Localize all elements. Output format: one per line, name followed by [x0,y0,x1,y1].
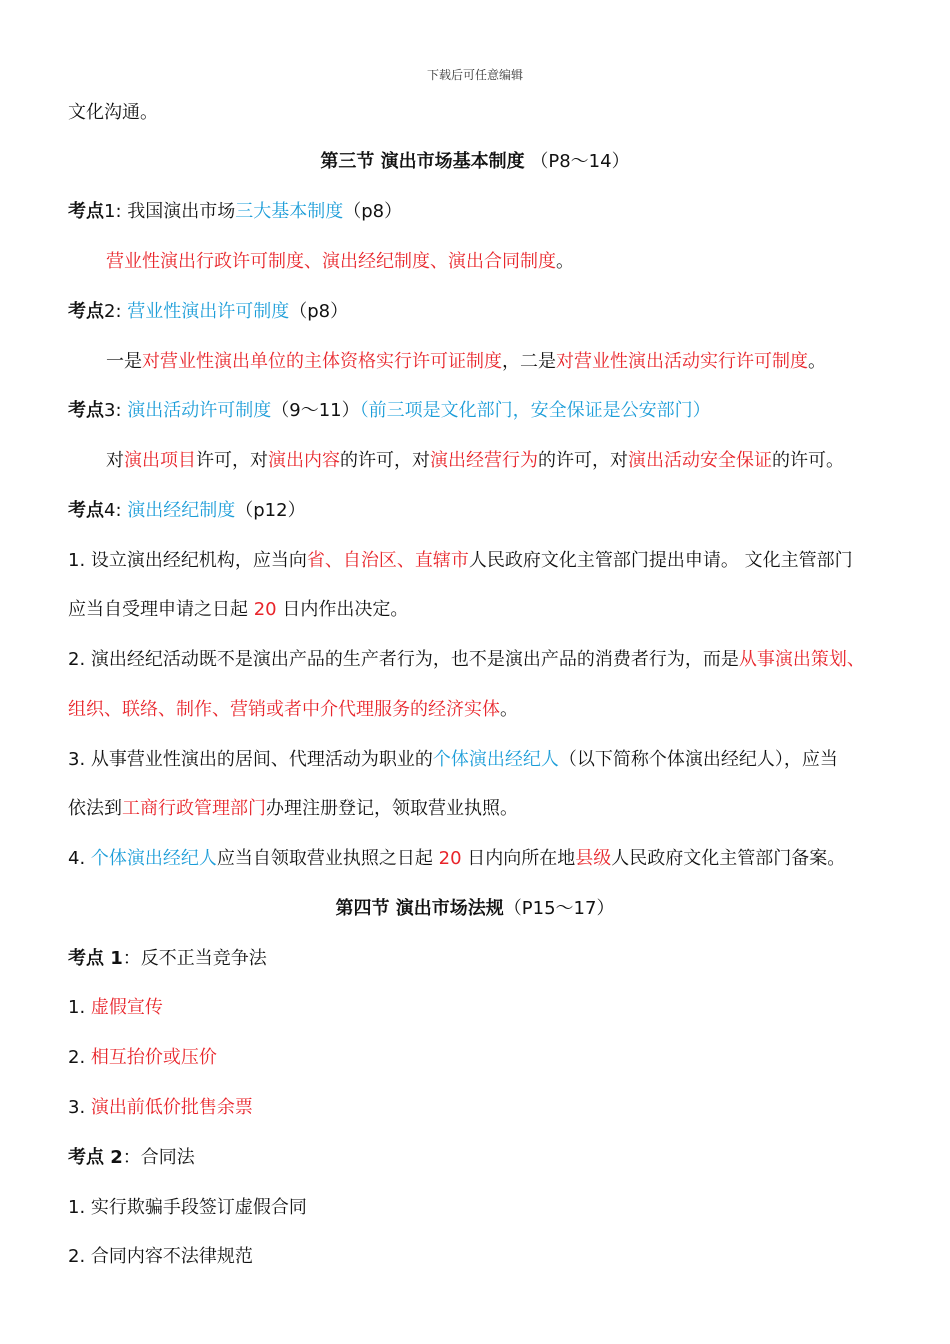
text-segment: 日内作出决定。 [276,599,409,620]
text-segment: 对营业性演出单位的主体资格实行许可证制度 [142,351,502,372]
list-item [68,1095,918,1121]
exam-point-2 [68,1145,918,1171]
text-segment: （9～11） [271,400,360,421]
text-segment: 日内向所在地 [461,848,576,869]
text-segment: 3. 从事营业性演出的居间、代理活动为职业的 [68,749,433,770]
text-line [68,747,918,773]
text-segment: 依法到 [68,798,122,819]
text-segment: 演出项目 [124,450,196,471]
text-line [106,448,950,474]
text-segment: 2. 演出经纪活动既不是演出产品的生产者行为，也不是演出产品的消费者行为，而是 [68,649,739,670]
list-item [68,1244,918,1270]
text-segment: ：合同法 [122,1147,195,1168]
text-line [68,597,918,623]
text-segment: 一是 [106,351,142,372]
text-segment: 2. [68,1047,91,1068]
exam-point-1 [68,199,918,225]
text-segment: 三大基本制度 [235,201,344,222]
text-segment: 3: [104,400,128,421]
text-segment: 演出活动许可制度 [127,400,272,421]
text-segment: 人民政府文化主管部门备案。 [611,848,846,869]
exam-point-1 [68,946,918,972]
text-segment: 1. 设立演出经纪机构，应当向 [68,550,307,571]
text-segment: 考点 1 [68,948,123,969]
text-segment: 考点 [68,400,104,421]
text-segment: 20 [253,599,277,620]
text-line [68,697,918,723]
text-segment: 考点 [68,301,104,322]
text-segment: 演出前低价批售余票 [90,1097,253,1118]
text-segment: 。 [808,351,826,372]
text-segment: （p8） [289,301,349,322]
text-segment: 相互抬价或压价 [90,1047,217,1068]
text-segment: ，二是 [502,351,556,372]
exam-point-4 [68,498,918,524]
text-line [68,846,918,872]
text-segment: 营业性演出许可制度 [127,301,290,322]
text-segment: 应当自受理申请之日起 [68,599,254,620]
text-segment: 对 [106,450,124,471]
text-segment: 虚假宣传 [90,997,163,1018]
text-segment: 4. [68,848,91,869]
text-segment: 应当自领取营业执照之日起 [216,848,439,869]
page-header: 下载后可任意编辑 [426,68,523,82]
text-segment: 1. 实行欺骗手段签订虚假合同 [68,1197,307,1218]
text-segment: 演出经纪制度 [127,500,236,521]
text-segment: 第四节 演出市场法规 [335,898,504,919]
text-segment: 。 [556,251,574,272]
text-line [68,548,918,574]
text-segment: 县级 [575,848,612,869]
text-segment: 3. [68,1097,91,1118]
exam-point-3 [68,398,918,424]
text-segment: 考点 [68,201,104,222]
text-segment: 2: [104,301,128,322]
text-segment: （p8） [343,201,403,222]
list-item [68,995,918,1021]
text-segment: （以下简称个体演出经纪人），应当 [558,749,838,770]
text-segment: 考点 2 [68,1147,123,1168]
text-segment: 20 [438,848,462,869]
text-segment: （P15～17） [503,898,615,919]
text-line [106,249,950,275]
text-segment: 对营业性演出活动实行许可制度 [556,351,808,372]
text-segment: 演出内容 [268,450,340,471]
text-segment: 的许可。 [772,450,844,471]
exam-point-2 [68,299,918,325]
text-line [68,796,918,822]
text-segment: 工商行政管理部门 [122,798,266,819]
text-segment: 的许可，对 [340,450,430,471]
list-item [68,1195,918,1221]
text-segment: 组织、联络、制作、营销或者中介代理服务的经济实体 [68,699,500,720]
text-segment: 个体演出经纪人 [90,848,217,869]
text-segment: 从事演出策划、 [738,649,865,670]
text-segment: 文化沟通。 [68,102,158,123]
text-segment: 4: [104,500,128,521]
text-segment: 。 [500,699,518,720]
text-segment: 的许可，对 [538,450,628,471]
text-segment: 演出活动安全保证 [628,450,772,471]
text-segment: 演出经营行为 [430,450,538,471]
section-heading-3 [0,149,950,175]
text-segment: 人民政府文化主管部门提出申请。 文化主管部门 [468,550,853,571]
text-segment: （前三项是文化部门，安全保证是公安部门） [359,400,711,421]
section-heading-4 [0,896,950,922]
text-line [106,349,950,375]
list-item [68,1045,918,1071]
text-segment: ：反不正当竞争法 [122,948,267,969]
text-segment: 许可，对 [196,450,268,471]
text-segment: （p12） [235,500,306,521]
text-segment: 2. 合同内容不法律规范 [68,1246,253,1267]
text-segment: （P8～14） [524,151,630,172]
text-segment: 个体演出经纪人 [432,749,559,770]
text-segment: 1: 我国演出市场 [104,201,236,222]
text-segment: 省、自治区、直辖市 [306,550,469,571]
text-segment: 1. [68,997,91,1018]
text-segment: 考点 [68,500,104,521]
text-line [68,100,918,126]
text-segment: 营业性演出行政许可制度、演出经纪制度、演出合同制度 [106,251,556,272]
text-segment: 办理注册登记，领取营业执照。 [266,798,518,819]
text-segment: 第三节 演出市场基本制度 [320,151,525,172]
text-line [68,647,918,673]
